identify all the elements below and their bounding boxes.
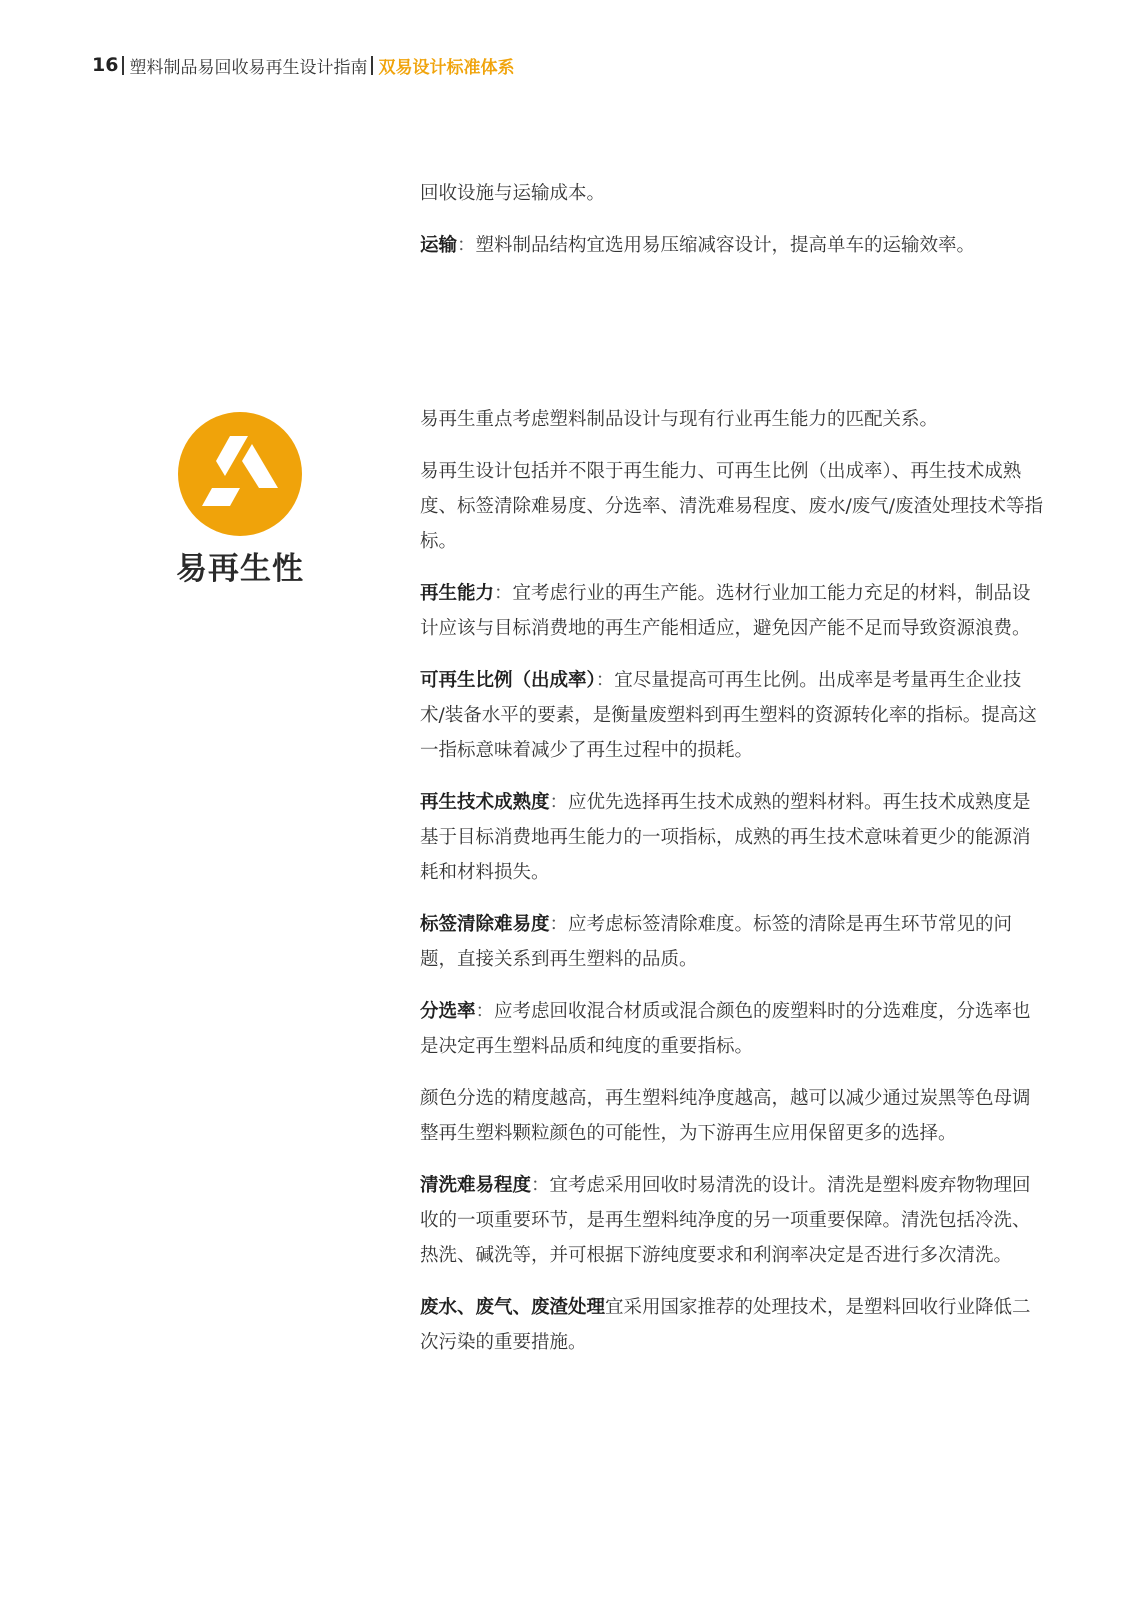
label-separator: ： — [531, 1175, 550, 1196]
item-text: 颜色分选的精度越高，再生塑料纯净度越高，越可以减少通过炭黑等色母调整再生塑料颗粒颜色的可能性，为下游再生应用保留更多的选择。 — [420, 1088, 1031, 1144]
item-text: 应考虑回收混合材质或混合颜色的废塑料时的分选难度，分选率也是决定再生塑料品质和纯度的重要指标。 — [420, 1001, 1031, 1057]
label-separator: ： — [549, 914, 569, 935]
item-label: 再生技术成熟度 — [420, 792, 550, 813]
recycle-triangle-icon — [178, 412, 302, 536]
badge-title: 易再生性 — [176, 551, 304, 587]
transport-paragraph — [420, 228, 1045, 263]
item-paragraph — [420, 994, 1045, 1064]
item-paragraph — [420, 576, 1045, 646]
item-label: 废水、废气、废渣处理 — [420, 1297, 606, 1318]
guide-title: 塑料制品易回收易再生设计指南 — [129, 57, 368, 78]
label-separator: ： — [595, 670, 615, 691]
item-text: 宜考虑行业的再生产能。选材行业加工能力充足的材料，制品设计应该与目标消费地的再生产能相适应，避免因产能不足而导致资源浪费。 — [420, 583, 1031, 639]
page-header — [92, 51, 514, 79]
item-label: 标签清除难易度 — [420, 914, 550, 935]
label-separator: ： — [457, 235, 476, 256]
item-paragraph — [420, 785, 1045, 890]
item-label: 清洗难易程度 — [420, 1175, 532, 1196]
transport-text: 塑料制品结构宜选用易压缩减容设计，提高单车的运输效率。 — [475, 235, 976, 256]
item-label: 可再生比例（出成率） — [420, 670, 596, 691]
item-label: 再生能力 — [420, 583, 495, 604]
item-paragraph — [420, 1290, 1045, 1360]
item-paragraph — [420, 1081, 1045, 1151]
item-text: 宜采用国家推荐的处理技术，是塑料回收行业降低二次污染的重要措施。 — [420, 1297, 1031, 1353]
top-text-block — [420, 176, 1045, 280]
header-divider — [371, 56, 373, 75]
item-paragraph — [420, 663, 1045, 768]
intro-paragraph: 易再生设计包括并不限于再生能力、可再生比例（出成率）、再生技术成熟度、标签清除难易度、分选率、清洗难易程度、废水/废气/废渣处理技术等指标。 — [420, 461, 1043, 552]
continuation-paragraph: 回收设施与运输成本。 — [420, 183, 606, 204]
page-number: 16 — [92, 54, 119, 76]
item-paragraph — [420, 1168, 1045, 1273]
section-title: 双易设计标准体系 — [378, 57, 515, 78]
item-text: 应考虑标签清除难度。标签的清除是再生环节常见的问题，直接关系到再生塑料的品质。 — [420, 914, 1013, 970]
item-text: 应优先选择再生技术成熟的塑料材料。再生技术成熟度是基于目标消费地再生能力的一项指标，成熟的再生技术意味着更少的能源消耗和材料损失。 — [420, 792, 1031, 883]
header-divider — [122, 56, 124, 75]
transport-label: 运输 — [420, 235, 458, 256]
label-separator: ： — [475, 1001, 495, 1022]
item-text: 宜考虑采用回收时易清洗的设计。清洗是塑料废弃物物理回收的一项重要环节，是再生塑料纯净度的另一项重要保障。清洗包括冷洗、热洗、碱洗等，并可根据下游纯度要求和利润率决定是否进行多次清洗。 — [420, 1175, 1031, 1266]
label-separator: ： — [549, 792, 569, 813]
main-text-block — [420, 402, 1045, 1377]
label-separator: ： — [494, 583, 513, 604]
item-paragraph — [420, 907, 1045, 977]
intro-paragraph: 易再生重点考虑塑料制品设计与现有行业再生能力的匹配关系。 — [420, 409, 939, 430]
item-text: 宜尽量提高可再生比例。出成率是考量再生企业技术/装备水平的要素，是衡量废塑料到再生塑料的资源转化率的指标。提高这一指标意味着减少了再生过程中的损耗。 — [420, 670, 1037, 761]
item-label: 分选率 — [420, 1001, 476, 1022]
